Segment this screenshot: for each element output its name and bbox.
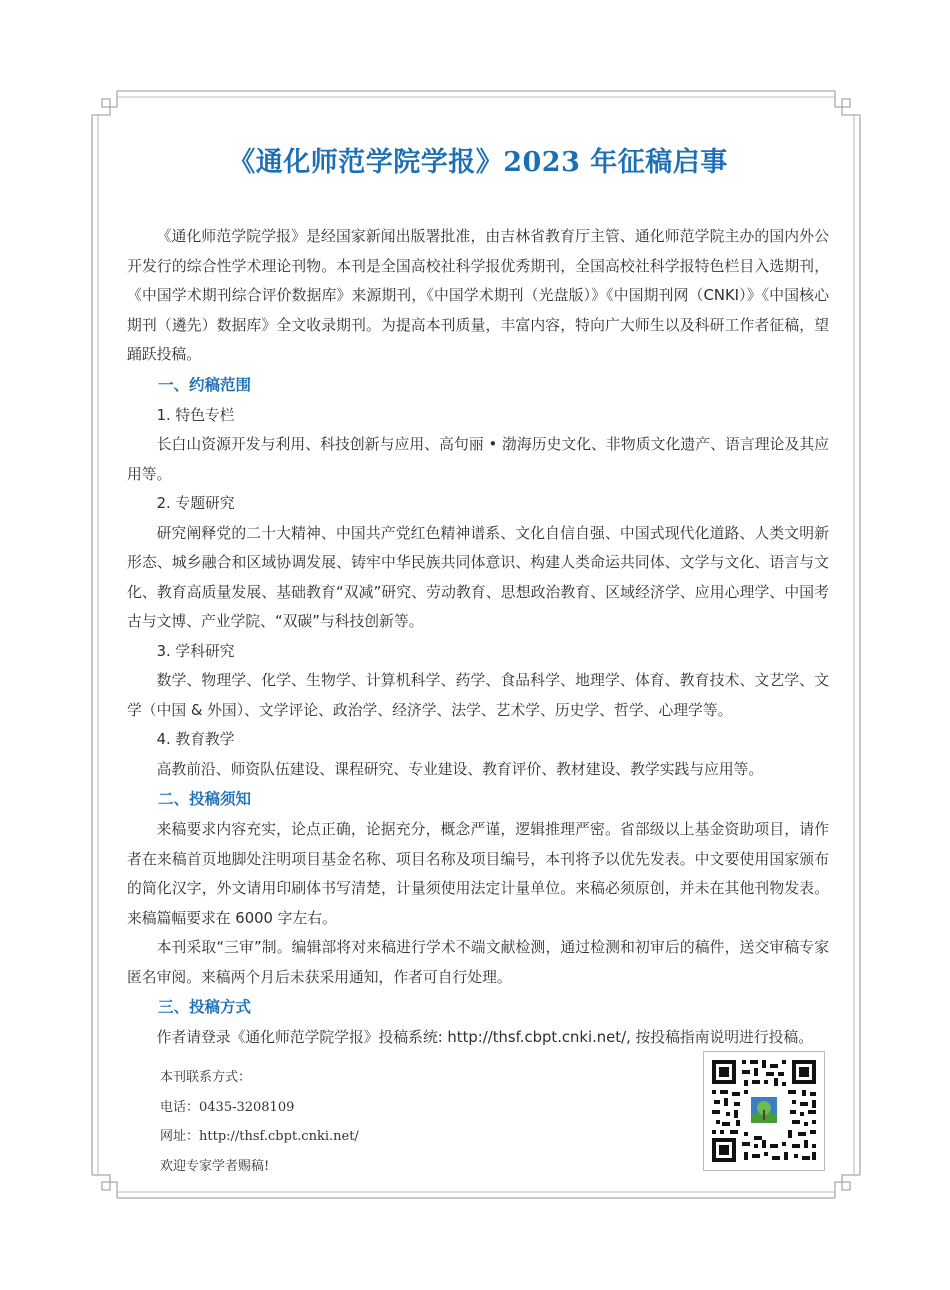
notice-paragraph: 本刊采取“三审”制。编辑部将对来稿进行学术不端文献检测，通过检测和初审后的稿件，送交审稿专家匿名审阅。来稿两个月后未获采用通知，作者可自行处理。 bbox=[127, 939, 829, 986]
contact-phone: 电话：0435-3208109 bbox=[160, 1099, 295, 1115]
contact-heading: 本刊联系方式： bbox=[160, 1070, 252, 1085]
subsection-label-featured: 1. 特色专栏 bbox=[156, 406, 235, 424]
section-heading-method: 三、投稿方式 bbox=[158, 998, 252, 1016]
notice-paragraph: 来稿要求内容充实，论点正确，论据充分，概念严谨，逻辑推理严密。省部级以上基金资助项目，请作者在来稿首页地脚处注明项目基金名称、项目名称及项目编号，本刊将予以优先发表。中文要使用国家颁布的简化汉字，外文请用印刷体书写清楚，计量须使用法定计量单位。来稿必须原创，并未在其他刊物发表。来稿篇幅要求在 6000 字左右。 bbox=[127, 821, 829, 927]
contact-closing: 欢迎专家学者赐稿! bbox=[160, 1158, 270, 1174]
contact-website[interactable]: 网址：http://thsf.cbpt.cnki.net/ bbox=[160, 1129, 359, 1144]
call-for-papers bbox=[127, 140, 829, 1053]
page-title: 《通化师范学院学报》2023 年征稿启事 bbox=[228, 147, 728, 178]
intro-paragraph: 《通化师范学院学报》是经国家新闻出版署批准，由吉林省教育厅主管、通化师范学院主办的国内外公开发行的综合性学术理论刊物。本刊是全国高校社科学报优秀期刊，全国高校社科学报特色栏目入选期刊，《中国学术期刊综合评价数据库》来源期刊，《中国学术期刊（光盘版）》《中国期刊网（CNKI）》《中国核心期刊（遴先）数据库》全文收录期刊。为提高本刊质量，丰富内容，特向广大师生以及科研工作者征稿，望踊跃投稿。 bbox=[127, 228, 829, 363]
subsection-label-discipline: 3. 学科研究 bbox=[156, 642, 235, 660]
subsection-text-special: 研究阐释党的二十大精神、中国共产党红色精神谱系、文化自信自强、中国式现代化道路、人类文明新形态、城乡融合和区域协调发展、铸牢中华民族共同体意识、构建人类命运共同体、文学与文化、语言与文化、教育高质量发展、基础教育“双减”研究、劳动教育、思想政治教育、区域经济学、应用心理学、中国考古与文博、产业学院、“双碳”与科技创新等。 bbox=[127, 524, 829, 630]
subsection-label-special: 2. 专题研究 bbox=[156, 495, 235, 512]
contact-info bbox=[160, 1063, 359, 1181]
section-heading-notice: 二、投稿须知 bbox=[158, 790, 252, 808]
subsection-text-featured: 长白山资源开发与利用、科技创新与应用、高句丽 • 渤海历史文化、非物质文化遗产、语言理论及其应用等。 bbox=[127, 436, 829, 483]
subsection-text-education: 高教前沿、师资队伍建设、课程研究、专业建设、教育评价、教材建设、教学实践与应用等。 bbox=[156, 760, 764, 778]
section-heading-scope: 一、约稿范围 bbox=[158, 375, 252, 394]
qr-code bbox=[703, 1051, 825, 1171]
qr-code-icon bbox=[704, 1052, 824, 1170]
submission-method-text: 作者请登录《通化师范学院学报》投稿系统: http://thsf.cbpt.cnki.net/, 按投稿指南说明进行投稿。 bbox=[156, 1029, 814, 1046]
subsection-text-discipline: 数学、物理学、化学、生物学、计算机科学、药学、食品科学、地理学、体育、教育技术、文艺学、文学（中国 & 外国）、文学评论、政治学、经济学、法学、艺术学、历史学、哲学、心理学等。 bbox=[127, 672, 829, 719]
subsection-label-education: 4. 教育教学 bbox=[156, 731, 235, 748]
